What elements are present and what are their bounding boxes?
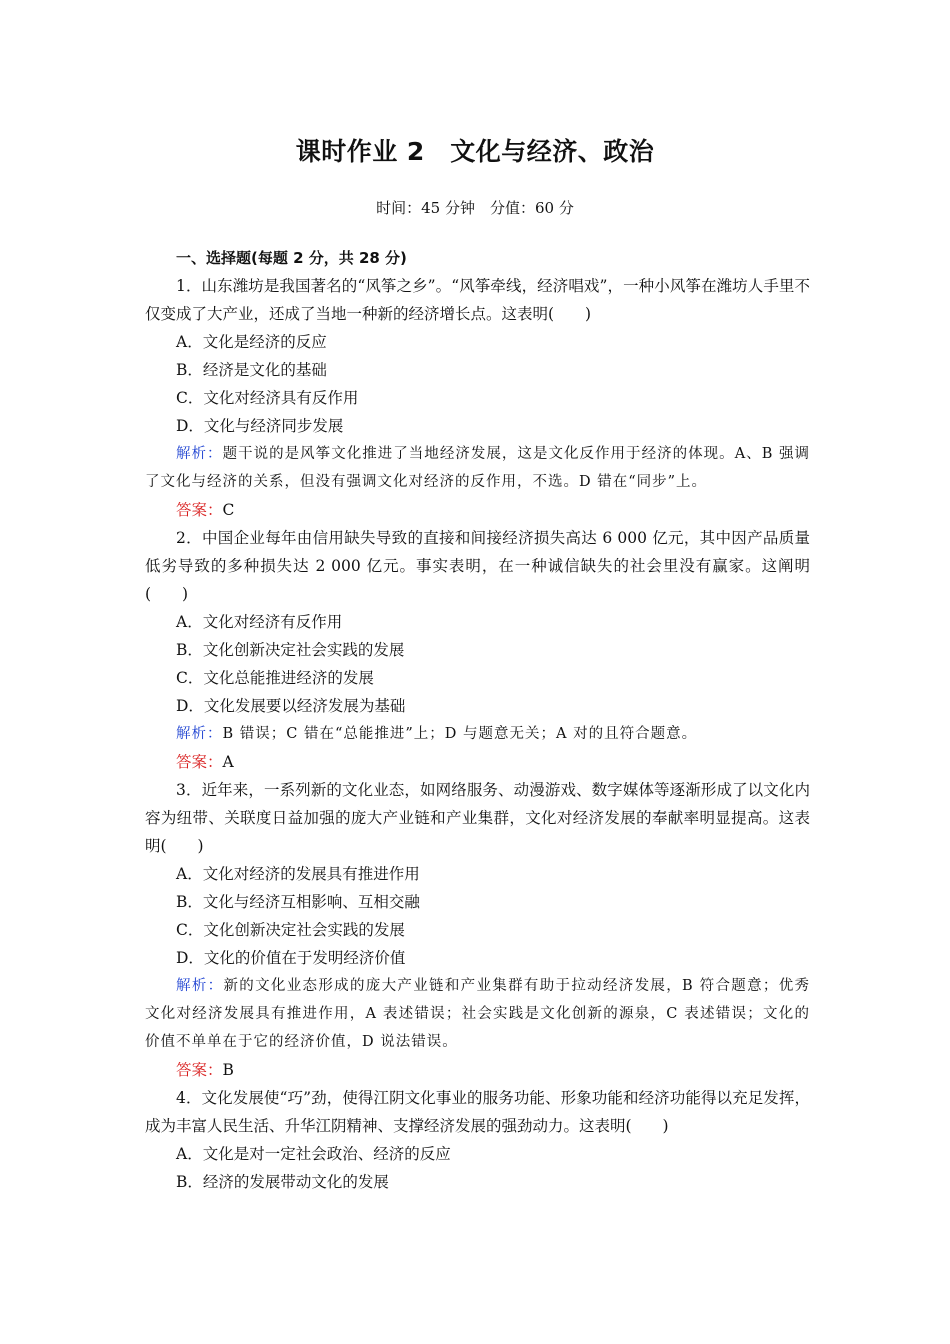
analysis-text: 题干说的是风筝文化推进了当地经济发展，这是文化反作用于经济的体现。A、B 强调了文化与经济的关系，但没有强调文化对经济的反作用，不选。D 错在“同步”上。 — [145, 446, 811, 490]
option-d: D．文化与经济同步发展 — [176, 417, 344, 435]
question-stem: 4．文化发展使“巧”劲，使得江阴文化事业的服务功能、形象功能和经济功能得以充足发挥，成为丰富人民生活、升华江阴精神、支撑经济发展的强劲动力。这表明( ) — [145, 1089, 810, 1135]
analysis — [145, 972, 810, 1056]
answer-label: 答案： — [176, 753, 223, 771]
section-heading: 一、选择题(每题 2 分，共 28 分) — [176, 249, 407, 267]
page-title: 课时作业 2 文化与经济、政治 — [295, 137, 655, 166]
option-d: D．文化的价值在于发明经济价值 — [176, 949, 406, 967]
analysis-label: 解析： — [176, 446, 223, 462]
question-1 — [145, 272, 810, 524]
option-c: C．文化创新决定社会实践的发展 — [176, 921, 405, 939]
answer-value: B — [222, 1061, 234, 1079]
document-body — [145, 244, 810, 1196]
answer-value: A — [222, 753, 234, 771]
analysis — [145, 440, 810, 496]
answer-label: 答案： — [176, 501, 223, 519]
analysis-text: B 错误；C 错在“总能推进”上；D 与题意无关；A 对的且符合题意。 — [222, 726, 698, 742]
question-4 — [145, 1084, 810, 1196]
question-2 — [145, 524, 810, 776]
answer — [145, 1056, 810, 1084]
question-stem: 3．近年来，一系列新的文化业态，如网络服务、动漫游戏、数字媒体等逐渐形成了以文化内容为纽带、关联度日益加强的庞大产业链和产业集群，文化对经济发展的奉献率明显提高。这表明( ) — [145, 781, 810, 855]
analysis — [145, 720, 810, 748]
option-a: A．文化对经济有反作用 — [176, 613, 343, 631]
option-a: A．文化是经济的反应 — [176, 333, 327, 351]
option-b: B．经济是文化的基础 — [176, 361, 327, 379]
analysis-text: 新的文化业态形成的庞大产业链和产业集群有助于拉动经济发展，B 符合题意；优秀文化对经济发展具有推进作用，A 表述错误；社会实践是文化创新的源泉，C 表述错误；文化的价值不单单在于它的经济价值，D 说法错误。 — [145, 978, 811, 1050]
answer — [145, 496, 810, 524]
option-c: C．文化对经济具有反作用 — [176, 389, 359, 407]
analysis-label: 解析： — [176, 978, 224, 994]
option-a: A．文化对经济的发展具有推进作用 — [176, 865, 420, 883]
option-b: B．文化与经济互相影响、互相交融 — [176, 893, 420, 911]
analysis-label: 解析： — [176, 726, 223, 742]
option-b: B．经济的发展带动文化的发展 — [176, 1173, 389, 1191]
answer-label: 答案： — [176, 1061, 223, 1079]
question-3 — [145, 776, 810, 1084]
time-and-score: 时间：45 分钟 分值：60 分 — [376, 199, 574, 217]
option-b: B．文化创新决定社会实践的发展 — [176, 641, 405, 659]
answer — [145, 748, 810, 776]
option-c: C．文化总能推进经济的发展 — [176, 669, 374, 687]
option-a: A．文化是对一定社会政治、经济的反应 — [176, 1145, 451, 1163]
question-stem: 2．中国企业每年由信用缺失导致的直接和间接经济损失高达 6 000 亿元，其中因产品质量低劣导致的多种损失达 2 000 亿元。事实表明，在一种诚信缺失的社会里没有赢家。这阐明( ) — [145, 529, 810, 603]
option-d: D．文化发展要以经济发展为基础 — [176, 697, 406, 715]
answer-value: C — [222, 501, 235, 519]
question-stem: 1．山东潍坊是我国著名的“风筝之乡”。“风筝牵线，经济唱戏”，一种小风筝在潍坊人手里不仅变成了大产业，还成了当地一种新的经济增长点。这表明( ) — [145, 277, 810, 323]
